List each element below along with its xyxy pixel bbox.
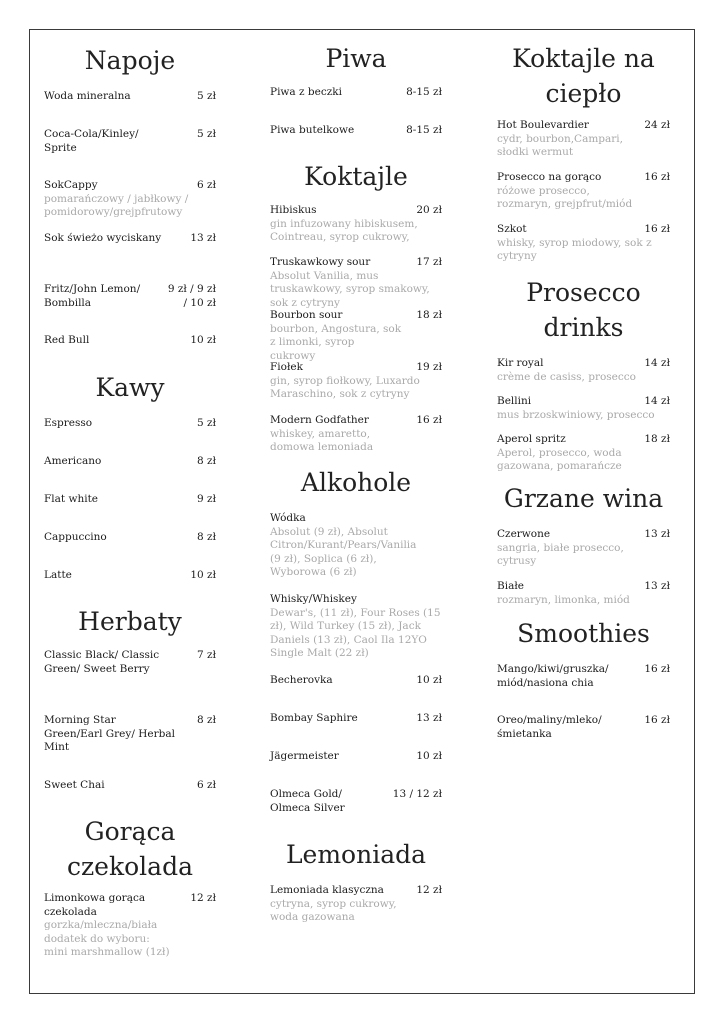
- item-price: 17 zł: [416, 256, 442, 268]
- section-title-piwa: Piwa: [325, 44, 387, 73]
- item-price: 16 zł: [416, 414, 442, 426]
- item-price: 5 zł: [197, 128, 216, 140]
- item-description: mus brzoskwiniowy, prosecco: [497, 408, 655, 421]
- item-price: 9 zł / 9 zł / 10 zł: [167, 283, 216, 309]
- item-name: Cappuccino: [44, 531, 107, 543]
- section-title-smoothies: Smoothies: [517, 619, 650, 648]
- item-price: 12 zł: [416, 884, 442, 896]
- menu-item: [497, 119, 670, 160]
- item-name: Wódka: [270, 512, 306, 524]
- item-price: 8 zł: [197, 714, 216, 726]
- item-description: Absolut (9 zł), Absolut Citron/Kurant/Pears/Vanilia (9 zł), Soplica (6 zł), Wyborowa (6 zł): [270, 525, 417, 578]
- item-name: Piwa butelkowe: [270, 124, 355, 136]
- item-price: 13 zł: [644, 528, 670, 540]
- menu-item: [270, 884, 442, 925]
- menu-item: [270, 256, 442, 310]
- item-name: Bombay Saphire: [270, 712, 358, 724]
- menu-item: [44, 892, 216, 960]
- item-price: 10 zł: [416, 750, 442, 762]
- item-name: Piwa z beczki: [270, 86, 342, 98]
- menu-item: [497, 171, 670, 212]
- menu-item: [270, 593, 442, 661]
- menu-item: [44, 334, 216, 348]
- item-name: Bourbon sour: [270, 309, 343, 321]
- item-description: gin infuzowany hibiskusem, Cointreau, syrop cukrowy,: [270, 217, 418, 243]
- section-title-kawy: Kawy: [95, 373, 165, 402]
- item-name: Oreo/maliny/mleko/ śmietanka: [497, 714, 602, 740]
- item-name: Woda mineralna: [44, 90, 131, 102]
- section-title-prosecco-drinks: Prosecco drinks: [526, 278, 641, 342]
- item-name: Fritz/John Lemon/ Bombilla: [44, 283, 141, 309]
- menu-item: [44, 283, 216, 310]
- item-name: Bellini: [497, 395, 532, 407]
- item-description: Aperol, prosecco, woda gazowana, pomarańcze: [497, 446, 622, 472]
- item-name: Mango/kiwi/gruszka/ miód/nasiona chia: [497, 663, 609, 689]
- menu-item: [497, 223, 670, 264]
- menu-item: [44, 90, 216, 104]
- item-description: whisky, syrop miodowy, sok z cytryny: [497, 236, 652, 262]
- item-price: 12 zł: [190, 892, 216, 904]
- section-title-koktajle: Koktajle: [304, 162, 408, 191]
- section-title-goraca-czekolada: Gorąca czekolada: [67, 817, 193, 881]
- menu-item: [44, 455, 216, 469]
- item-name: Lemoniada klasyczna: [270, 884, 384, 896]
- item-price: 6 zł: [197, 179, 216, 191]
- item-description: rozmaryn, limonka, miód: [497, 593, 630, 606]
- section-title-herbaty: Herbaty: [78, 607, 182, 636]
- menu-item: [44, 128, 216, 155]
- menu-item: [497, 433, 670, 474]
- item-name: Aperol spritz: [497, 433, 566, 445]
- item-name: SokCappy: [44, 179, 98, 191]
- item-price: 13 zł: [644, 580, 670, 592]
- item-description: gin, syrop fiołkowy, Luxardo Maraschino, sok z cytryny: [270, 374, 420, 400]
- item-name: Prosecco na gorąco: [497, 171, 602, 183]
- menu-item: [497, 714, 670, 741]
- item-price: 18 zł: [644, 433, 670, 445]
- menu-item: [497, 663, 670, 690]
- item-price: 16 zł: [644, 714, 670, 726]
- section-title-grzane-wina: Grzane wina: [503, 484, 664, 513]
- item-name: Szkot: [497, 223, 527, 235]
- item-name: Kir royal: [497, 357, 544, 369]
- item-name: Jägermeister: [270, 750, 339, 762]
- item-description: sangria, białe prosecco, cytrusy: [497, 541, 624, 567]
- item-description: whiskey, amaretto, domowa lemoniada: [270, 427, 374, 453]
- item-price: 24 zł: [644, 119, 670, 131]
- item-name: Flat white: [44, 493, 99, 505]
- item-price: 9 zł: [197, 493, 216, 505]
- menu-item: [44, 232, 216, 246]
- item-name: Modern Godfather: [270, 414, 369, 426]
- item-price: 8-15 zł: [406, 86, 442, 98]
- item-description: gorzka/mleczna/biała dodatek do wyboru: mini marshmallow (1zł): [44, 919, 170, 958]
- item-price: 16 zł: [644, 223, 670, 235]
- menu-item: [497, 580, 670, 607]
- item-price: 8 zł: [197, 455, 216, 467]
- menu-item: [44, 714, 216, 755]
- section-title-alkohole: Alkohole: [300, 468, 412, 497]
- item-name: Becherovka: [270, 674, 333, 686]
- item-name: Americano: [44, 455, 102, 467]
- menu-item: [44, 493, 216, 507]
- item-description: cytryna, syrop cukrowy, woda gazowana: [270, 897, 397, 923]
- item-price: 16 zł: [644, 663, 670, 675]
- item-description: Absolut Vanilia, mus truskawkowy, syrop smakowy, sok z cytryny: [270, 269, 430, 309]
- item-description: pomarańczowy / jabłkowy / pomidorowy/grejpfrutowy: [44, 192, 189, 218]
- item-description: cydr, bourbon,Campari, słodki wermut: [497, 132, 623, 158]
- item-price: 13 / 12 zł: [392, 788, 442, 800]
- item-price: 7 zł: [197, 649, 216, 661]
- item-name: Fiołek: [270, 361, 303, 373]
- item-price: 10 zł: [190, 334, 216, 346]
- item-price: 6 zł: [197, 779, 216, 791]
- item-name: Red Bull: [44, 334, 90, 346]
- item-description: Dewar's, (11 zł), Four Roses (15 zł), Wild Turkey (15 zł), Jack Daniels (13 zł), Caol Ila 12YO Single Malt (22 zł): [270, 606, 441, 659]
- item-name: Hibiskus: [270, 204, 317, 216]
- item-name: Czerwone: [497, 528, 551, 540]
- menu-item: [44, 531, 216, 545]
- menu-item: [270, 204, 442, 245]
- section-title-napoje: Napoje: [84, 46, 176, 75]
- item-description: różowe prosecco, rozmaryn, grejpfrut/miód: [497, 184, 633, 210]
- item-description: bourbon, Angostura, sok z limonki, syrop cukrowy: [270, 322, 402, 362]
- menu-item: [44, 179, 216, 220]
- menu-item: [270, 414, 442, 455]
- menu-item: [270, 712, 442, 726]
- item-price: 10 zł: [416, 674, 442, 686]
- menu-item: [497, 528, 670, 569]
- item-price: 16 zł: [644, 171, 670, 183]
- section-title-lemoniada: Lemoniada: [285, 840, 427, 869]
- item-name: Limonkowa gorąca czekolada: [44, 892, 146, 918]
- item-name: Coca-Cola/Kinley/ Sprite: [44, 128, 139, 154]
- menu-item: [270, 309, 442, 363]
- menu-item: [44, 649, 216, 676]
- item-name: Sweet Chai: [44, 779, 105, 791]
- item-name: Białe: [497, 580, 524, 592]
- item-name: Espresso: [44, 417, 93, 429]
- item-name: Truskawkowy sour: [270, 256, 371, 268]
- menu-item: [270, 788, 442, 815]
- menu-item: [44, 779, 216, 793]
- item-name: Olmeca Gold/ Olmeca Silver: [270, 788, 345, 814]
- menu-item: [270, 86, 442, 100]
- menu-item: [270, 512, 442, 580]
- item-description: crème de casiss, prosecco: [497, 370, 636, 383]
- item-price: 5 zł: [197, 90, 216, 102]
- menu-item: [270, 750, 442, 764]
- menu-item: [270, 124, 442, 138]
- menu-item: [44, 569, 216, 583]
- item-price: 14 zł: [644, 395, 670, 407]
- item-price: 8-15 zł: [406, 124, 442, 136]
- item-name: Whisky/Whiskey: [270, 593, 357, 605]
- item-name: Morning Star Green/Earl Grey/ Herbal Mint: [44, 714, 175, 753]
- menu-item: [270, 674, 442, 688]
- item-price: 13 zł: [190, 232, 216, 244]
- item-name: Sok świeżo wyciskany: [44, 232, 162, 244]
- menu-item: [497, 357, 670, 384]
- item-price: 18 zł: [416, 309, 442, 321]
- menu-item: [497, 395, 670, 422]
- item-price: 10 zł: [190, 569, 216, 581]
- item-price: 8 zł: [197, 531, 216, 543]
- menu-item: [44, 417, 216, 431]
- menu-item: [270, 361, 442, 402]
- section-title-koktajle-na-cieplo: Koktajle na ciepło: [512, 44, 655, 108]
- item-price: 19 zł: [416, 361, 442, 373]
- item-name: Classic Black/ Classic Green/ Sweet Berry: [44, 649, 160, 675]
- item-name: Hot Boulevardier: [497, 119, 589, 131]
- item-price: 20 zł: [416, 204, 442, 216]
- item-price: 14 zł: [644, 357, 670, 369]
- item-price: 13 zł: [416, 712, 442, 724]
- item-name: Latte: [44, 569, 72, 581]
- item-price: 5 zł: [197, 417, 216, 429]
